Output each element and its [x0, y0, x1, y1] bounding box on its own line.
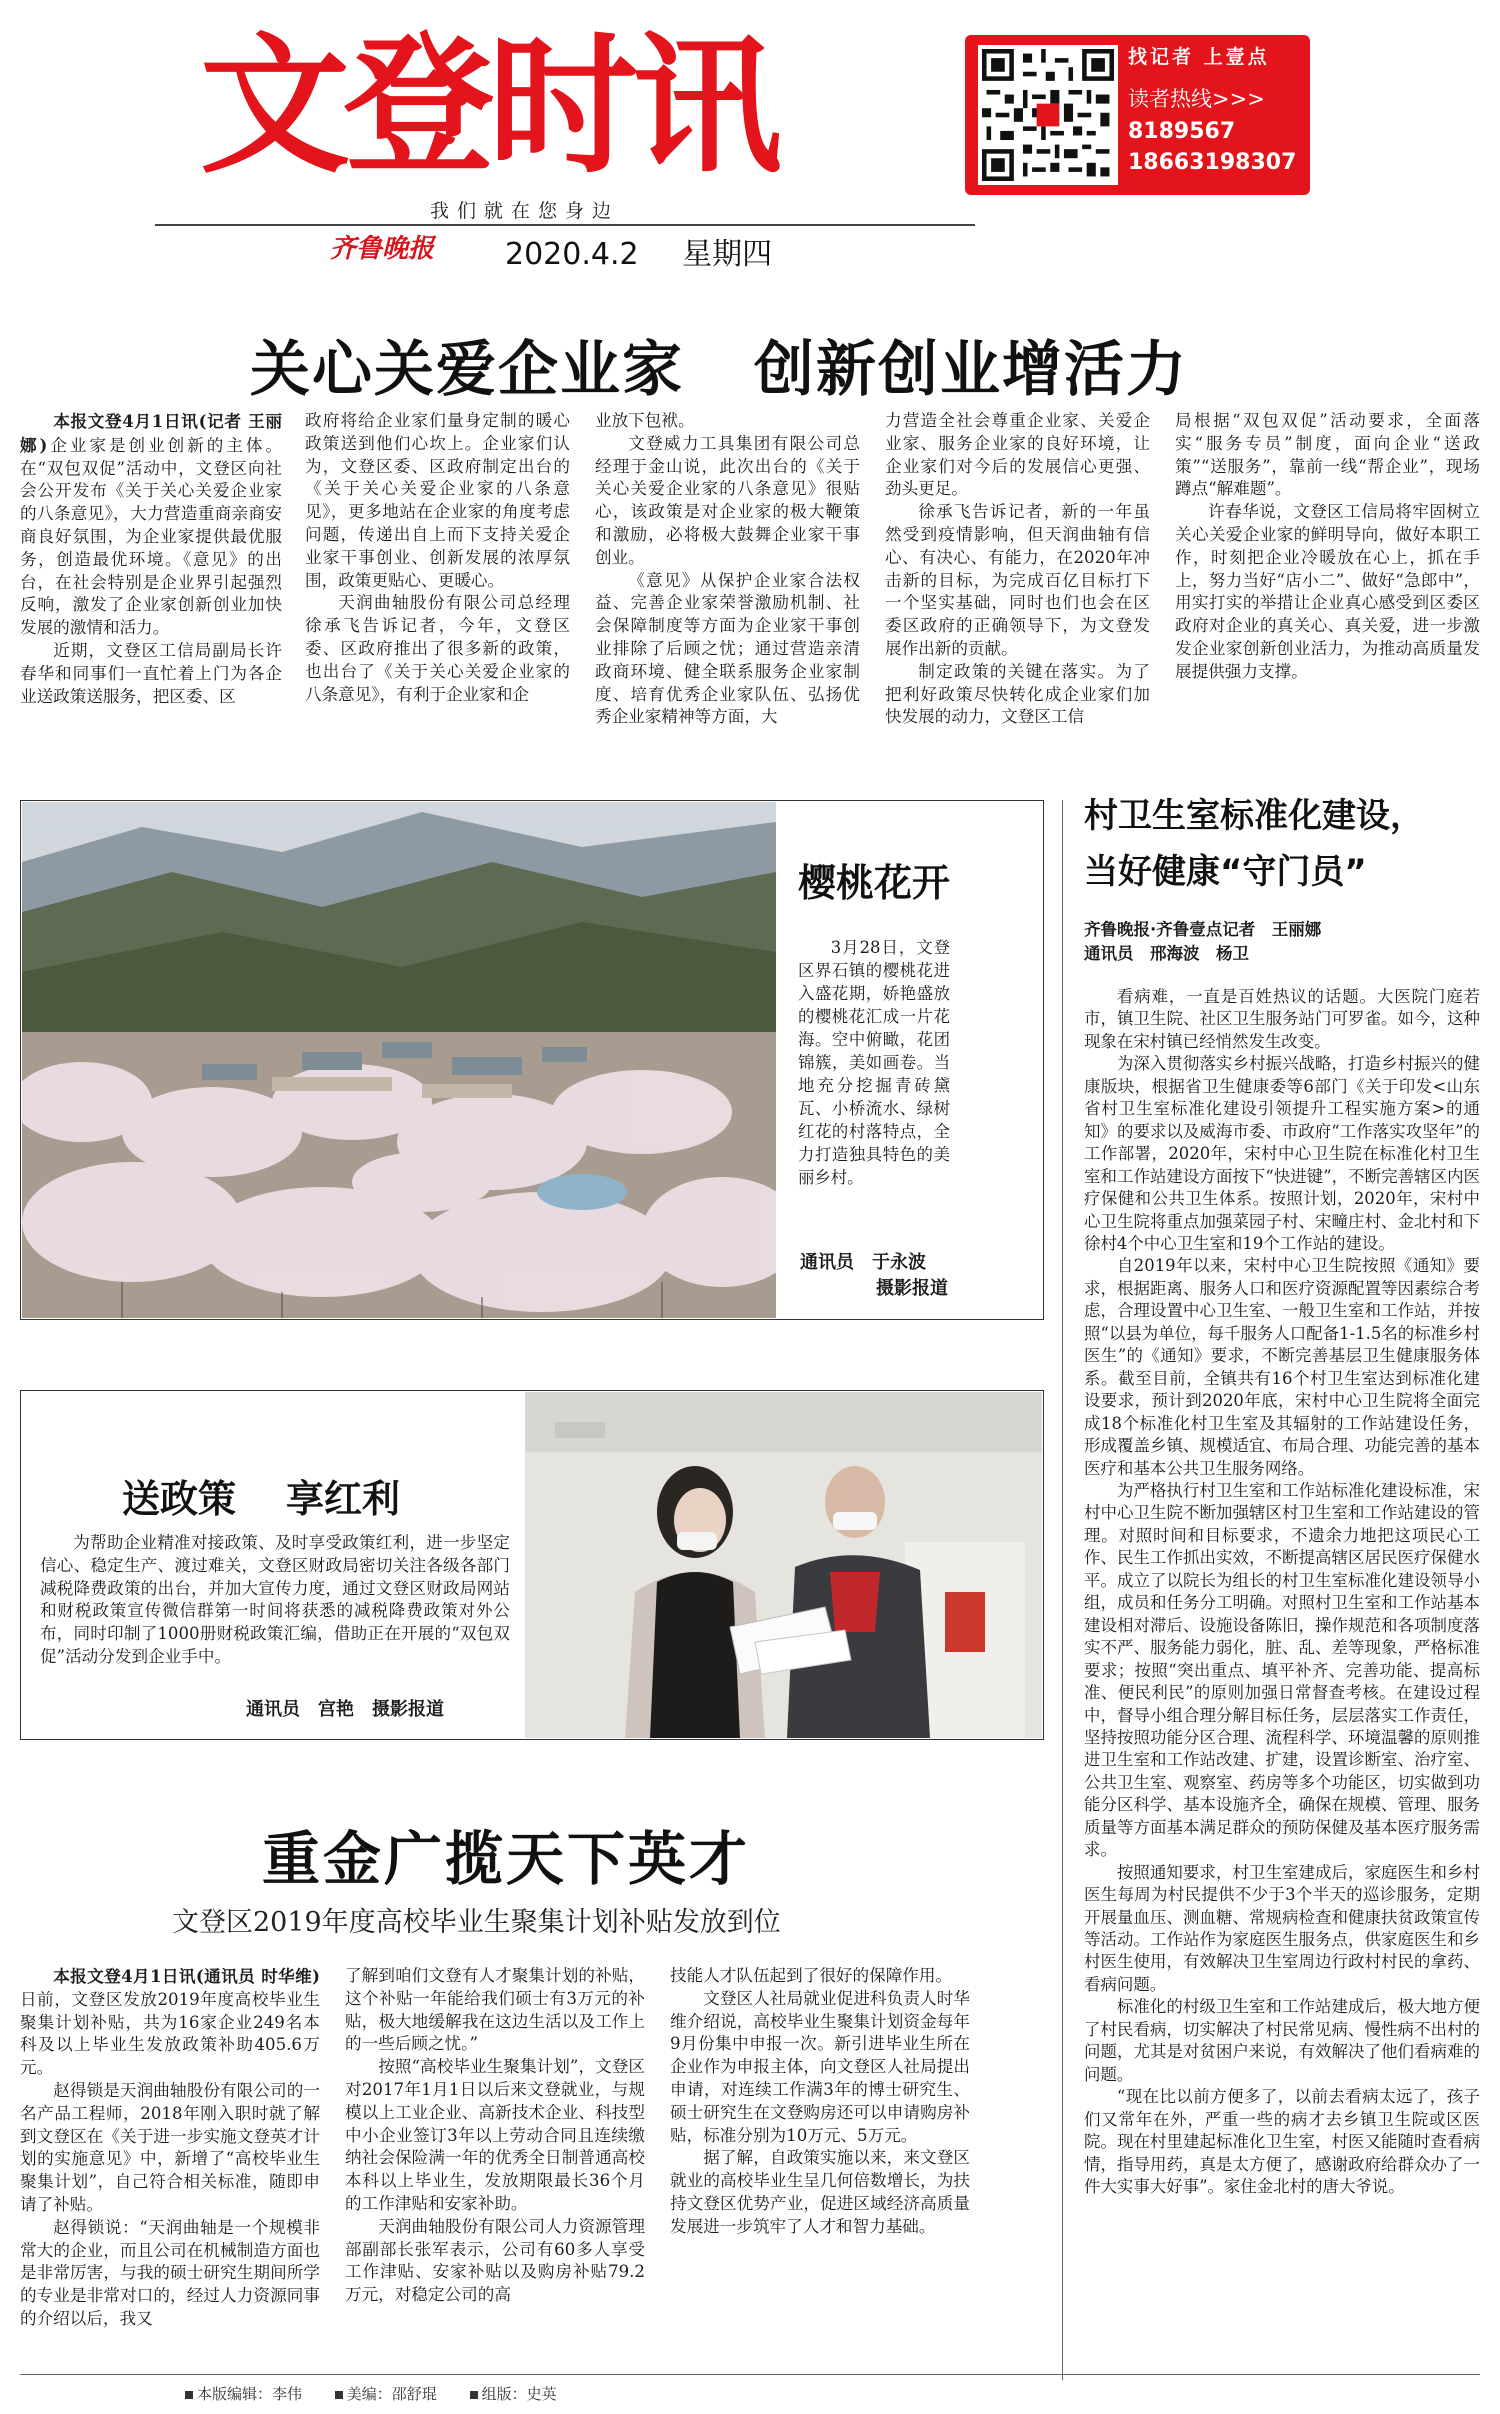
masthead-title: 文登时讯 [200, 20, 777, 194]
cherry-blossom-image [22, 802, 776, 1318]
village-p2: 为深入贯彻落实乡村振兴战略，打造乡村振兴的健康版块，根据省卫生健康委等6部门《关于印发<山东省村卫生室标准化建设引领提升工程实施方案>的通知》的要求以及威海市委、市政府“工作落实攻坚年”的工作部署，2020年，宋村中心卫生院在标准化村卫生室和工作站建设方面按下“快进键”，不断完善辖区内医疗保健和公共卫生体系。按照计划，2020年，宋村中心卫生院将重点加强菜园子村、宋疃庄村、金北村和下徐村4个中心卫生室和19个工作站的建设。 [1084, 1054, 1480, 1253]
lead-column-5 [1175, 410, 1480, 780]
footer-designer: 美编：邵舒琨 [346, 2385, 437, 2403]
talent-col2-p1: 了解到咱们文登有人才聚集计划的补贴，这个补贴一年能给我们硕士有3万元的补贴，极大地缓解我在这边生活以及工作上的一些后顾之忧。” [345, 1966, 645, 2054]
lead-col3-p2: 文登威力工具集团有限公司总经理于金山说，此次出台的《关于关心关爱企业家的八条意见》很贴心，该政策是对企业家的极大鞭策和激励，必将极大鼓舞企业家干事创业。 [595, 433, 860, 567]
talent-column-2 [345, 1965, 645, 2355]
talent-col2-p3: 天润曲轴股份有限公司人力资源管理部副部长张军表示，公司有60多人享受工作津贴、安家补贴以及购房补贴79.2万元，对稳定公司的高 [345, 2216, 645, 2305]
cherry-blossom-photo [22, 802, 776, 1318]
talent-col3-p1: 技能人才队伍起到了很好的保障作用。 [670, 1966, 953, 1985]
lead-col5-p1: 局根据“双包双促”活动要求，全面落实“服务专员”制度，面向企业“送政策”“送服务”，靠前一线“帮企业”，现场蹲点“解难题”。 [1175, 411, 1480, 499]
footer-editor: 本版编辑：李伟 [197, 2385, 303, 2403]
issue-date [505, 229, 806, 273]
footer-proof: 组版：史英 [481, 2385, 557, 2403]
hotline-label: 读者热线>>> [1128, 87, 1265, 111]
lead-col5-p2: 许春华说，文登区工信局将牢固树立关心关爱企业家的鲜明导向，做好本职工作，时刻把企业冷暖放在心上，抓在手上，努力当好“店小二”、做好“急郎中”，用实打实的举措让企业真心感受到区委区政府对企业的真关心、真关爱，进一步激发企业家创新创业活力，为推动高质量发展提供强力支撑。 [1175, 502, 1480, 681]
village-p7: “现在比以前方便多了，以前去看病太远了，孩子们又常年在外，严重一些的病才去乡镇卫生院或区医院。现在村里建起标准化卫生室，村医又能随时查看病情，指导用药，真是太方便了，感谢政府给群众办了一件大实事大好事”。家住金北村的唐大爷说。 [1084, 2087, 1480, 2197]
masthead-rule [155, 224, 975, 226]
village-byline-correspondents: 通讯员 邢海波 杨卫 [1084, 944, 1249, 963]
policy-photo-image [525, 1392, 1042, 1738]
lead-col2-p2: 天润曲轴股份有限公司总经理徐承飞告诉记者，今年，文登区委、区政府推出了很多新的政策，也出台了《关于关心关爱企业家的八条意见》，有利于企业家和企 [305, 593, 570, 704]
village-p1: 看病难，一直是百姓热议的话题。大医院门庭若市，镇卫生院、社区卫生服务站门可罗雀。如今，这种现象在宋村镇已经悄然发生改变。 [1084, 987, 1480, 1051]
lead-headline-part1: 关心关爱企业家 [250, 335, 684, 405]
talent-col1-p1: 日前，文登区发放2019年度高校毕业生聚集计划补贴，共为16家企业249名本科及以上毕业生发放政策补助405.6万元。 [20, 1989, 320, 2078]
village-body [1084, 986, 1480, 2378]
phone-number-2[interactable]: 18663198307 [1128, 150, 1297, 175]
village-p4: 为严格执行村卫生室和工作站标准化建设标准，宋村中心卫生院不断加强辖区村卫生室和工作站建设的管理。对照时间和目标要求，不遗余力地把这项民心工作、民生工作抓出实效，不断提高辖区居民医疗保健水平。成立了以院长为组长的村卫生室标准化建设领导小组，成员和任务分工明确。对照村卫生室和工作站基本建设相对滞后、设施设备陈旧，操作规范和各项制度落实不严、服务能力弱化，脏、乱、差等现象，严格标准要求；按照“突出重点、填平补齐、完善功能、提高标准、便民利民”的原则加强日常督查考核。在建设过程中，督导小组合理分解目标任务，层层落实工作责任，坚持按照功能分区合理、流程科学、环境温馨的原则推进卫生室和工作站改建、扩建，设置诊断室、治疗室、公共卫生室、观察室、药房等多个功能区，切实做到功能分区科学、基本设施齐全，确保在规模、管理、服务质量等方面基本满足群众的预防保健及基本医疗服务需求。 [1084, 1480, 1480, 1860]
village-byline [1084, 918, 1321, 966]
lead-column-2 [305, 410, 570, 780]
lead-col4-p2: 徐承飞告诉记者，新的一年虽然受到疫情影响，但天润曲轴有信心、有决心、有能力，在2020年冲击新的目标，为完成百亿目标打下一个坚实基础，同时也们也会在区委区政府的正确领导下，为文登发展作出新的贡献。 [885, 502, 1150, 658]
page-credits [185, 2383, 585, 2404]
talent-col3-p3: 据了解，自政策实施以来，来文登区就业的高校毕业生呈几何倍数增长，为扶持文登区优势产业，促进区域经济高质量发展进一步筑牢了人才和智力基础。 [670, 2148, 970, 2236]
lead-col4-p1: 力营造全社会尊重企业家、关爱企业家、服务企业家的良好环境，让企业家们对今后的发展信心更强、劲头更足。 [885, 411, 1150, 499]
lead-col1-p1: 企业家是创业创新的主体。在“双包双促”活动中，文登区向社会公开发布《关于关心关爱企业家的八条意见》，大力营造重商亲商安商良好氛围，为企业家提供最优服务，创造最优环境。《意见》的出台，在社会特别是企业界引起强烈反响，激发了企业家创新创业加快发展的激情和活力。 [20, 435, 282, 638]
contact-slogan: 找记者 上壹点 [1128, 46, 1270, 68]
lead-col4-p3: 制定政策的关键在落实。为了把利好政策尽快转化成企业家们加快发展的动力，文登区工信 [885, 661, 1150, 727]
issue-date-value: 2020.4.2 [505, 237, 639, 272]
policy-title [122, 1468, 400, 1523]
cherry-credit-line2: 摄影报道 [876, 1278, 948, 1299]
policy-body: 为帮助企业精准对接政策、及时享受政策红利，进一步坚定信心、稳定生产、渡过难关，文登区财政局密切关注各级各部门减税降费政策的出台，并加大宣传力度，通过文登区财政局网站和财税政策宣传微信群第一时间将获悉的减税降费政策对外公布，同时印制了1000册财税政策汇编，借助正在开展的“双包双促”活动分发到企业手中。 [40, 1533, 510, 1666]
lead-col3-p3: 《意见》从保护企业家合法权益、完善企业家荣誉激励机制、社会保障制度等方面为企业家干事创业排除了后顾之忧；通过营造亲清政商环境、健全联系服务企业家制度、培育优秀企业家队伍、弘扬优秀企业家精神等方面，大 [595, 570, 860, 727]
brand-name: 齐鲁晚报 [330, 234, 435, 264]
talent-col2-p2: 按照“高校毕业生聚集计划”，文登区对2017年1月1日以后来文登就业，与规模以上工业企业、高新技术企业、科技型中小企业签订3年以上劳动合同且连续缴纳社会保险满一年的优秀全日制普通高校本科以上毕业生，发放期限最长36个月的工作津贴和安家补助。 [345, 2057, 645, 2213]
policy-photo [525, 1392, 1042, 1738]
village-p5: 按照通知要求，村卫生室建成后，家庭医生和乡村医生每周为村民提供不少于3个半天的巡诊服务，定期开展量血压、测血糖、常规病检查和健康扶贫政策宣传等活动。工作站作为家庭医生服务点，供家庭医生和乡村医生使用，有效解决卫生室周边行政村村民的拿药、看病问题。 [1084, 1862, 1480, 1994]
village-byline-reporter: 齐鲁晚报·齐鲁壹点记者 王丽娜 [1084, 920, 1322, 939]
talent-column-3 [670, 1965, 970, 2355]
talent-subheadline: 文登区2019年度高校毕业生聚集计划补贴发放到位 [172, 1907, 781, 1938]
talent-col1-p2: 赵得锁是天润曲轴股份有限公司的一名产品工程师，2018年刚入职时就了解到文登区在《关于进一步实施文登英才计划的实施意见》中，新增了“高校毕业生聚集计划”，自己符合相关标准，随即申请了补贴。 [20, 2080, 320, 2214]
lead-column-3 [595, 410, 860, 780]
lead-dateline: 本报文登4月1日讯(记者 王丽娜) [20, 411, 282, 455]
policy-title-part1: 送政策 [122, 1477, 237, 1521]
reader-contact [1128, 42, 1303, 175]
cherry-caption: 3月28日，文登区界石镇的樱桃花进入盛花期，娇艳盛放的樱桃花汇成一片花海。空中俯瞰，花团锦簇，美如画卷。当地充分挖掘青砖黛瓦、小桥流水、绿树红花的村落特点，全力打造独具特色的美丽乡村。 [798, 938, 950, 1187]
right-column-rule [1062, 800, 1063, 2380]
lead-col3-p1: 业放下包袱。 [595, 411, 695, 430]
lead-col1-p2: 近期，文登区工信局副局长许春华和同事们一直忙着上门为各企业送政策送服务，把区委、区 [20, 640, 282, 706]
masthead-slogan: 我们就在您身边 [430, 200, 620, 222]
talent-headline: 重金广揽天下英才 [262, 1825, 751, 1893]
cherry-credit-line1: 通讯员 于永波 [800, 1252, 926, 1273]
issue-weekday: 星期四 [682, 237, 773, 272]
cherry-title: 樱桃花开 [798, 861, 951, 905]
village-p3: 自2019年以来，宋村中心卫生院按照《通知》要求，根据距离、服务人口和医疗资源配置等因素综合考虑，合理设置中心卫生室、一般卫生室和工作站，并按照“以县为单位，每千服务人口配备1-1.5名的标准乡村医生”的《通知》要求，不断完善基层卫生健康服务体系。截至目前，全镇共有16个村卫生室达到标准化建设要求，预计到2020年底，宋村中心卫生院将全面完成18个标准化村卫生室及其辐射的工作站建设任务，形成覆盖乡镇、规模适宜、布局合理、功能完善的基本医疗和基本公共卫生服务网络。 [1084, 1256, 1480, 1478]
qr-code-icon[interactable] [978, 45, 1118, 185]
lead-column-4 [885, 410, 1150, 780]
cherry-credit [800, 1250, 948, 1302]
talent-column-1 [20, 1965, 320, 2355]
footer-rule [20, 2374, 1480, 2375]
policy-title-part2: 享红利 [286, 1477, 401, 1521]
talent-col1-p3: 赵得锁说：“天润曲轴是一个规模非常大的企业，而且公司在机械制造方面也是非常厉害，与我的硕士研究生期间所学的专业是非常对口的，经过人力资源同事的介绍以后，我又 [20, 2217, 320, 2328]
village-p6: 标准化的村级卫生室和工作站建成后，极大地方便了村民看病，切实解决了村民常见病、慢性病不出村的问题，尤其是对贫困户来说，有效解决了他们看病难的问题。 [1084, 1997, 1480, 2084]
lead-headline-part2: 创新创业增活力 [754, 335, 1188, 405]
village-headline [1084, 788, 1424, 900]
lead-column-1 [20, 410, 282, 780]
village-headline-line2: 当好健康“守门员” [1084, 852, 1367, 892]
village-headline-line1: 村卫生室标准化建设， [1084, 796, 1424, 836]
lead-col2-p1: 政府将给企业家们量身定制的暖心政策送到他们心坎上。企业家们认为，文登区委、区政府制定出台的《关于关心关爱企业家的八条意见》，更多地站在企业家的角度考虑问题，传递出自上而下支持关爱企业家干事创业、创新发展的浓厚氛围，政策更贴心、更暖心。 [305, 411, 570, 590]
policy-credit: 通讯员 宫艳 摄影报道 [246, 1699, 444, 1720]
talent-dateline: 本报文登4月1日讯(通讯员 时华维) [53, 1966, 320, 1986]
lead-headline [250, 322, 1188, 408]
talent-col3-p2: 文登区人社局就业促进科负责人时华维介绍说，高校毕业生聚集计划资金每年9月份集中申报一次。新引进毕业生所在企业作为申报主体，向文登区人社局提出申请，对连续工作满3年的博士研究生、硕士研究生在文登购房还可以申请购房补贴，标准分别为10万元、5万元。 [670, 1988, 970, 2145]
qr-code-graphic [982, 49, 1114, 181]
phone-number-1[interactable]: 8189567 [1128, 119, 1236, 144]
